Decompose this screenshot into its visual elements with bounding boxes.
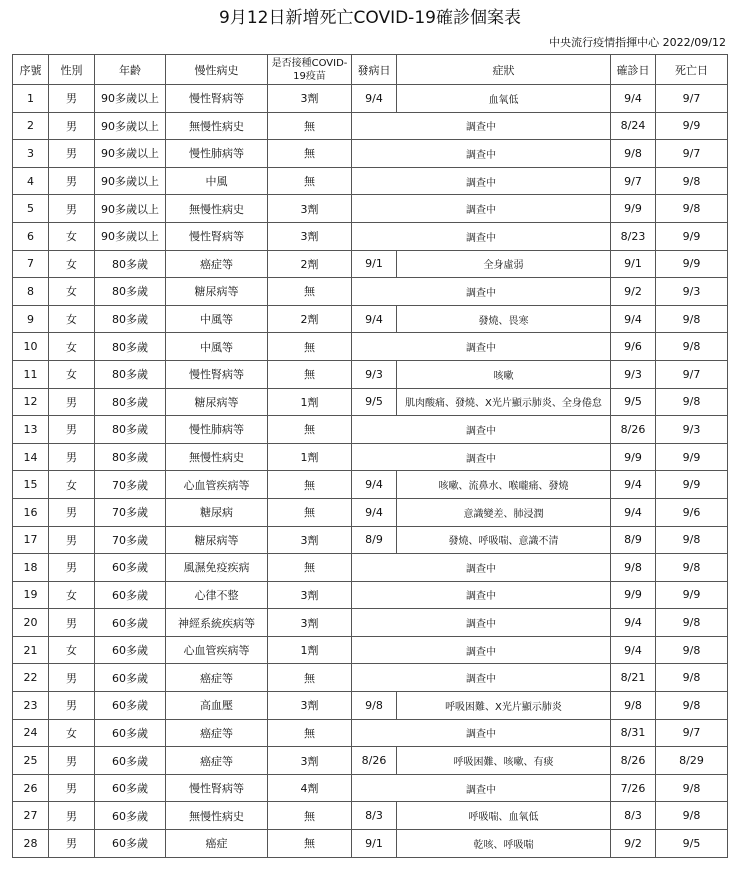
cell-vaccine: 2劑: [268, 305, 352, 333]
cell-no: 11: [13, 360, 49, 388]
cell-confirmed: 9/4: [611, 85, 656, 113]
cell-no: 18: [13, 554, 49, 582]
cell-age: 80多歲: [95, 250, 166, 278]
cell-sex: 女: [49, 360, 95, 388]
header-onset: 發病日: [352, 55, 397, 85]
cell-sex: 男: [49, 195, 95, 223]
cell-no: 22: [13, 664, 49, 692]
cell-sex: 女: [49, 333, 95, 361]
cell-chronic: 中風: [166, 167, 268, 195]
table-row: [13, 278, 728, 306]
cell-age: 60多歲: [95, 636, 166, 664]
cell-chronic: 慢性肺病等: [166, 140, 268, 168]
header-age: 年齡: [95, 55, 166, 85]
cell-sex: 男: [49, 609, 95, 637]
cell-symptoms: 調查中: [352, 581, 611, 609]
cell-symptoms: 調查中: [352, 636, 611, 664]
cell-no: 7: [13, 250, 49, 278]
cell-vaccine: 3劑: [268, 195, 352, 223]
cell-death: 9/8: [656, 774, 728, 802]
cell-chronic: 糖尿病等: [166, 388, 268, 416]
cell-age: 80多歲: [95, 388, 166, 416]
table-row: [13, 112, 728, 140]
table-row: [13, 664, 728, 692]
cell-no: 10: [13, 333, 49, 361]
cell-vaccine: 無: [268, 471, 352, 499]
cell-onset: 8/3: [352, 802, 397, 830]
cell-confirmed: 8/9: [611, 526, 656, 554]
cell-symptoms: 肌肉酸痛、發燒、X光片顯示肺炎、全身倦怠: [397, 388, 611, 416]
cell-vaccine: 無: [268, 167, 352, 195]
cell-symptoms: 調查中: [352, 278, 611, 306]
cell-death: 9/8: [656, 167, 728, 195]
cell-death: 9/9: [656, 581, 728, 609]
cell-confirmed: 9/9: [611, 581, 656, 609]
cell-age: 90多歲以上: [95, 140, 166, 168]
table-row: [13, 498, 728, 526]
cell-onset: 9/8: [352, 692, 397, 720]
header-symptoms: 症狀: [397, 55, 611, 85]
cell-chronic: 無慢性病史: [166, 112, 268, 140]
cell-onset: 9/3: [352, 360, 397, 388]
table-row: [13, 747, 728, 775]
table-row: [13, 305, 728, 333]
cell-symptoms: 咳嗽、流鼻水、喉嚨痛、發燒: [397, 471, 611, 499]
cell-confirmed: 9/8: [611, 692, 656, 720]
cell-no: 27: [13, 802, 49, 830]
cell-death: 9/9: [656, 112, 728, 140]
cell-chronic: 中風等: [166, 305, 268, 333]
table-row: [13, 222, 728, 250]
cell-death: 9/9: [656, 471, 728, 499]
cell-confirmed: 9/8: [611, 140, 656, 168]
cell-sex: 女: [49, 719, 95, 747]
table-row: [13, 443, 728, 471]
cell-sex: 男: [49, 140, 95, 168]
table-body: [13, 85, 728, 858]
table-row: [13, 554, 728, 582]
cell-sex: 男: [49, 85, 95, 113]
cell-death: 9/7: [656, 719, 728, 747]
header-no: 序號: [13, 55, 49, 85]
cell-death: 9/7: [656, 140, 728, 168]
cell-symptoms: 呼吸喘、血氧低: [397, 802, 611, 830]
cell-vaccine: 3劑: [268, 581, 352, 609]
cell-confirmed: 9/6: [611, 333, 656, 361]
cell-vaccine: 1劑: [268, 443, 352, 471]
cell-no: 6: [13, 222, 49, 250]
cell-vaccine: 1劑: [268, 388, 352, 416]
cell-vaccine: 無: [268, 802, 352, 830]
cell-sex: 男: [49, 692, 95, 720]
cell-chronic: 慢性腎病等: [166, 360, 268, 388]
cell-sex: 男: [49, 554, 95, 582]
page-title: 9月12日新增死亡COVID-19確診個案表: [219, 8, 521, 28]
cell-chronic: 慢性腎病等: [166, 774, 268, 802]
cell-death: 9/8: [656, 664, 728, 692]
cell-confirmed: 9/2: [611, 278, 656, 306]
cell-symptoms: 發燒、呼吸喘、意識不清: [397, 526, 611, 554]
cell-symptoms: 發燒、畏寒: [397, 305, 611, 333]
cell-age: 60多歲: [95, 802, 166, 830]
cell-vaccine: 無: [268, 360, 352, 388]
cell-no: 20: [13, 609, 49, 637]
cell-sex: 女: [49, 278, 95, 306]
cell-onset: 9/4: [352, 471, 397, 499]
cell-age: 60多歲: [95, 692, 166, 720]
cell-confirmed: 8/21: [611, 664, 656, 692]
cell-death: 9/5: [656, 830, 728, 858]
cell-vaccine: 3劑: [268, 692, 352, 720]
cell-age: 80多歲: [95, 416, 166, 444]
cell-chronic: 慢性腎病等: [166, 85, 268, 113]
cell-sex: 男: [49, 747, 95, 775]
header-chronic: 慢性病史: [166, 55, 268, 85]
cell-death: 9/8: [656, 388, 728, 416]
table-row: [13, 526, 728, 554]
cell-confirmed: 9/2: [611, 830, 656, 858]
cell-onset: 9/4: [352, 85, 397, 113]
cell-no: 24: [13, 719, 49, 747]
cell-symptoms: 調查中: [352, 140, 611, 168]
cell-death: 9/8: [656, 692, 728, 720]
cell-vaccine: 3劑: [268, 747, 352, 775]
cell-sex: 男: [49, 388, 95, 416]
cell-symptoms: 調查中: [352, 664, 611, 692]
death-cases-table: [12, 54, 728, 858]
cell-confirmed: 8/24: [611, 112, 656, 140]
cell-symptoms: 調查中: [352, 443, 611, 471]
cell-sex: 男: [49, 416, 95, 444]
cell-no: 5: [13, 195, 49, 223]
cell-death: 9/8: [656, 802, 728, 830]
cell-chronic: 心血管疾病等: [166, 471, 268, 499]
cell-symptoms: 調查中: [352, 195, 611, 223]
cell-chronic: 癌症等: [166, 664, 268, 692]
cell-death: 9/8: [656, 333, 728, 361]
cell-chronic: 高血壓: [166, 692, 268, 720]
table-row: [13, 719, 728, 747]
table-header-row: [13, 55, 728, 85]
table-row: [13, 388, 728, 416]
table-row: [13, 360, 728, 388]
cell-age: 80多歲: [95, 305, 166, 333]
cell-chronic: 神經系統疾病等: [166, 609, 268, 637]
cell-vaccine: 無: [268, 278, 352, 306]
cell-vaccine: 無: [268, 554, 352, 582]
cell-sex: 女: [49, 250, 95, 278]
cell-confirmed: 9/9: [611, 443, 656, 471]
cell-symptoms: 調查中: [352, 222, 611, 250]
cell-sex: 女: [49, 305, 95, 333]
cell-age: 70多歲: [95, 526, 166, 554]
cell-sex: 男: [49, 830, 95, 858]
table-row: [13, 416, 728, 444]
header-vaccine: 是否接種COVID-19疫苗: [268, 55, 352, 85]
cell-age: 60多歲: [95, 774, 166, 802]
cell-vaccine: 3劑: [268, 222, 352, 250]
cell-death: 9/7: [656, 360, 728, 388]
cell-sex: 男: [49, 112, 95, 140]
cell-chronic: 中風等: [166, 333, 268, 361]
cell-chronic: 風濕免疫疾病: [166, 554, 268, 582]
table-row: [13, 581, 728, 609]
cell-symptoms: 調查中: [352, 554, 611, 582]
cell-vaccine: 4劑: [268, 774, 352, 802]
cell-confirmed: 8/3: [611, 802, 656, 830]
table-row: [13, 609, 728, 637]
cell-confirmed: 9/4: [611, 498, 656, 526]
table-row: [13, 692, 728, 720]
header-sex: 性別: [49, 55, 95, 85]
cell-confirmed: 9/7: [611, 167, 656, 195]
cell-sex: 男: [49, 498, 95, 526]
cell-age: 60多歲: [95, 554, 166, 582]
cell-sex: 女: [49, 471, 95, 499]
cell-age: 60多歲: [95, 609, 166, 637]
cell-age: 80多歲: [95, 443, 166, 471]
cell-death: 9/3: [656, 278, 728, 306]
cell-death: 8/29: [656, 747, 728, 775]
cell-confirmed: 9/1: [611, 250, 656, 278]
cell-no: 12: [13, 388, 49, 416]
cell-chronic: 癌症等: [166, 250, 268, 278]
cell-chronic: 心血管疾病等: [166, 636, 268, 664]
cell-death: 9/7: [656, 85, 728, 113]
cell-symptoms: 乾咳、呼吸喘: [397, 830, 611, 858]
cell-no: 25: [13, 747, 49, 775]
cell-death: 9/8: [656, 195, 728, 223]
cell-vaccine: 1劑: [268, 636, 352, 664]
cell-no: 8: [13, 278, 49, 306]
cell-symptoms: 調查中: [352, 609, 611, 637]
cell-confirmed: 8/26: [611, 416, 656, 444]
cell-confirmed: 9/8: [611, 554, 656, 582]
cell-no: 19: [13, 581, 49, 609]
table-row: [13, 636, 728, 664]
cell-death: 9/8: [656, 609, 728, 637]
cell-no: 16: [13, 498, 49, 526]
cell-death: 9/9: [656, 222, 728, 250]
cell-no: 4: [13, 167, 49, 195]
table-row: [13, 85, 728, 113]
cell-no: 3: [13, 140, 49, 168]
cell-chronic: 心律不整: [166, 581, 268, 609]
cell-vaccine: 無: [268, 664, 352, 692]
cell-confirmed: 8/26: [611, 747, 656, 775]
cell-onset: 9/5: [352, 388, 397, 416]
cell-chronic: 糖尿病: [166, 498, 268, 526]
cell-vaccine: 無: [268, 719, 352, 747]
cell-age: 90多歲以上: [95, 222, 166, 250]
cell-death: 9/8: [656, 554, 728, 582]
cell-confirmed: 9/4: [611, 609, 656, 637]
cell-sex: 女: [49, 222, 95, 250]
cell-confirmed: 9/4: [611, 636, 656, 664]
cell-sex: 男: [49, 526, 95, 554]
table-row: [13, 195, 728, 223]
cell-chronic: 無慢性病史: [166, 802, 268, 830]
cell-age: 60多歲: [95, 719, 166, 747]
table-row: [13, 333, 728, 361]
cell-confirmed: 8/31: [611, 719, 656, 747]
table-row: [13, 802, 728, 830]
cell-symptoms: 全身虛弱: [397, 250, 611, 278]
cell-vaccine: 無: [268, 830, 352, 858]
table-row: [13, 774, 728, 802]
cell-chronic: 癌症等: [166, 747, 268, 775]
header-confirmed: 確診日: [611, 55, 656, 85]
cell-no: 15: [13, 471, 49, 499]
cell-symptoms: 調查中: [352, 416, 611, 444]
cell-symptoms: 調查中: [352, 167, 611, 195]
source-date: 中央流行疫情指揮中心 2022/09/12: [549, 36, 726, 49]
cell-sex: 男: [49, 443, 95, 471]
table-row: [13, 471, 728, 499]
cell-sex: 男: [49, 802, 95, 830]
cell-sex: 女: [49, 581, 95, 609]
cell-no: 23: [13, 692, 49, 720]
cell-vaccine: 3劑: [268, 85, 352, 113]
cell-onset: 9/4: [352, 498, 397, 526]
header-death: 死亡日: [656, 55, 728, 85]
cell-symptoms: 調查中: [352, 774, 611, 802]
cell-death: 9/8: [656, 636, 728, 664]
cell-age: 90多歲以上: [95, 195, 166, 223]
cell-vaccine: 無: [268, 112, 352, 140]
cell-confirmed: 9/9: [611, 195, 656, 223]
cell-age: 60多歲: [95, 664, 166, 692]
cell-vaccine: 無: [268, 140, 352, 168]
table-row: [13, 167, 728, 195]
cell-confirmed: 9/3: [611, 360, 656, 388]
cell-chronic: 糖尿病等: [166, 526, 268, 554]
cell-chronic: 糖尿病等: [166, 278, 268, 306]
cell-vaccine: 無: [268, 416, 352, 444]
cell-age: 60多歲: [95, 830, 166, 858]
cell-no: 26: [13, 774, 49, 802]
cell-age: 60多歲: [95, 581, 166, 609]
cell-age: 80多歲: [95, 278, 166, 306]
cell-no: 1: [13, 85, 49, 113]
cell-death: 9/9: [656, 250, 728, 278]
cell-death: 9/8: [656, 305, 728, 333]
cell-onset: 9/1: [352, 830, 397, 858]
cell-no: 17: [13, 526, 49, 554]
cell-no: 13: [13, 416, 49, 444]
cell-sex: 男: [49, 167, 95, 195]
cell-confirmed: 7/26: [611, 774, 656, 802]
cell-age: 70多歲: [95, 471, 166, 499]
cell-age: 60多歲: [95, 747, 166, 775]
table-row: [13, 250, 728, 278]
cell-age: 90多歲以上: [95, 85, 166, 113]
cell-confirmed: 9/4: [611, 305, 656, 333]
cell-age: 70多歲: [95, 498, 166, 526]
cell-age: 80多歲: [95, 360, 166, 388]
cell-confirmed: 9/5: [611, 388, 656, 416]
cell-age: 80多歲: [95, 333, 166, 361]
cell-chronic: 癌症: [166, 830, 268, 858]
cell-confirmed: 8/23: [611, 222, 656, 250]
cell-no: 21: [13, 636, 49, 664]
table-row: [13, 830, 728, 858]
cell-vaccine: 3劑: [268, 526, 352, 554]
cell-sex: 男: [49, 664, 95, 692]
cell-death: 9/8: [656, 526, 728, 554]
cell-onset: 8/9: [352, 526, 397, 554]
cell-chronic: 癌症等: [166, 719, 268, 747]
cell-sex: 男: [49, 774, 95, 802]
cell-no: 2: [13, 112, 49, 140]
cell-symptoms: 調查中: [352, 112, 611, 140]
cell-vaccine: 無: [268, 333, 352, 361]
cell-onset: 8/26: [352, 747, 397, 775]
cell-no: 28: [13, 830, 49, 858]
cell-chronic: 慢性腎病等: [166, 222, 268, 250]
cell-chronic: 慢性肺病等: [166, 416, 268, 444]
cell-age: 90多歲以上: [95, 112, 166, 140]
cell-sex: 女: [49, 636, 95, 664]
cell-death: 9/6: [656, 498, 728, 526]
cell-symptoms: 調查中: [352, 333, 611, 361]
cell-age: 90多歲以上: [95, 167, 166, 195]
cell-symptoms: 調查中: [352, 719, 611, 747]
cell-onset: 9/4: [352, 305, 397, 333]
cell-chronic: 無慢性病史: [166, 443, 268, 471]
cell-onset: 9/1: [352, 250, 397, 278]
cell-chronic: 無慢性病史: [166, 195, 268, 223]
cell-symptoms: 咳嗽: [397, 360, 611, 388]
table-row: [13, 140, 728, 168]
cell-death: 9/3: [656, 416, 728, 444]
cell-vaccine: 2劑: [268, 250, 352, 278]
cell-symptoms: 呼吸困難、X光片顯示肺炎: [397, 692, 611, 720]
cell-confirmed: 9/4: [611, 471, 656, 499]
cell-no: 14: [13, 443, 49, 471]
cell-vaccine: 無: [268, 498, 352, 526]
cell-vaccine: 3劑: [268, 609, 352, 637]
cell-symptoms: 血氧低: [397, 85, 611, 113]
cell-symptoms: 呼吸困難、咳嗽、有痰: [397, 747, 611, 775]
cell-no: 9: [13, 305, 49, 333]
cell-death: 9/9: [656, 443, 728, 471]
cell-symptoms: 意識變差、肺浸潤: [397, 498, 611, 526]
